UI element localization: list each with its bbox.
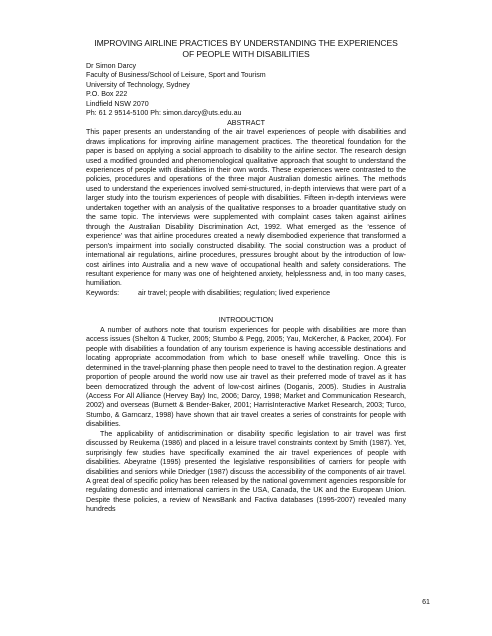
author-university: University of Technology, Sydney	[86, 80, 190, 89]
author-name: Dr Simon Darcy	[86, 62, 137, 70]
abstract-heading: ABSTRACT	[227, 118, 265, 127]
keywords-list: air travel; people with disabilities; regulation; lived experience	[138, 288, 331, 297]
abstract-text: This paper presents an understanding of the air travel experiences of people with disabilities and draws implications for improving airline management practices. The theoretical foundation for the paper is based on applying a social approach to disability to the airline sector. The research design used a modified grounded and phenomenological qualitative approach that sought to understand the experiences of people with disabilities in their own words. These experiences were contrasted to the policies, procedures and operations of the three major Australian domestic airlines. The methods used to understand the experiences involved semi-structured, in-depth interviews that were part of a larger study into the tourism experiences of people with disabilities. Fifteen in-depth interviews were undertaken together with an analysis of the qualitative responses to a broader quantitative study on the same topic. The interviews were supplemented with complaint cases taken against airlines through the Australian Disability Discrimination Act, 1992. What emerged as the ‘essence of experience’ was that airline procedures created a newly disembodied experience that transformed a person's impairment into socially constructed disability. The social construction was a product of international air regulations, airline procedures, pressures brought about by the introduction of low-cost airlines into Australia and a new wave of occupational health and safety considerations. The resultant experience for many was one of heightened anxiety, helplessness and, in too many cases, humiliation.	[86, 128, 406, 288]
author-suburb: Lindfield NSW 2070	[86, 99, 149, 108]
introduction-paragraph: A number of authors note that tourism experiences for people with disabilities are more than access issues (Shelton & Tucker, 2005; Stumbo & Pegg, 2005; Yau, McKercher, & Packer, 2004). For people with disabilities a foundation of any tourism experience is having accessible destinations and locating appropriate accommodation from which to base oneself while travelling. Once this is determined in the travel-planning phase then people need to travel to the destination region. A greater proportion of people around the world now use air travel as their preferred mode of travel as it has been democratized through the advent of low-cost airlines (Doganis, 2005). Studies in Australia (Access For All Alliance (Hervey Bay) Inc, 2006; Darcy, 1998; Market and Communication Research, 2002) and overseas (Burnett & Bender-Baker, 2001; HarrisInteractive Market Research, 2003; Turco, Stumbo, & Garncarz, 1998) have shown that air travel creates a series of constraints for people with disabilities.	[86, 325, 406, 429]
page-number: 61	[422, 598, 430, 606]
author-contact: Ph: 61 2 9514-5100 Ph: simon.darcy@uts.edu.au	[86, 109, 242, 118]
introduction-heading: INTRODUCTION	[218, 316, 274, 325]
paper-title: IMPROVING AIRLINE PRACTICES BY UNDERSTANDING THE EXPERIENCES OF PEOPLE WITH DISABILITIES	[94, 38, 398, 59]
introduction-paragraph: The applicability of antidiscrimination or disability specific legislation to air travel was first discussed by Reukema (1986) and placed in a leisure travel constraints context by Smith (1987). Yet, surprisingly few studies have specifically examined the air travel experiences of people with disabilities. Abeyratne (1995) presented the legislative responsibilities of carriers for people with disabilities and seniors while Driedger (1987) discuss the accessibility of the components of air travel. A great deal of specific policy has been released by the national government agencies responsible for regulating domestic and international carriers in the USA, Canada, the UK and the European Union. Despite these policies, a review of NewsBank and Factiva databases (1995-2007) revealed many hundreds	[86, 429, 406, 514]
author-affiliation	[86, 62, 406, 119]
author-faculty: Faculty of Business/School of Leisure, Sport and Tourism	[86, 71, 266, 80]
keywords-label: Keywords:	[86, 288, 120, 297]
keywords-line	[86, 289, 406, 298]
author-po-box: P.O. Box 222	[86, 90, 128, 99]
